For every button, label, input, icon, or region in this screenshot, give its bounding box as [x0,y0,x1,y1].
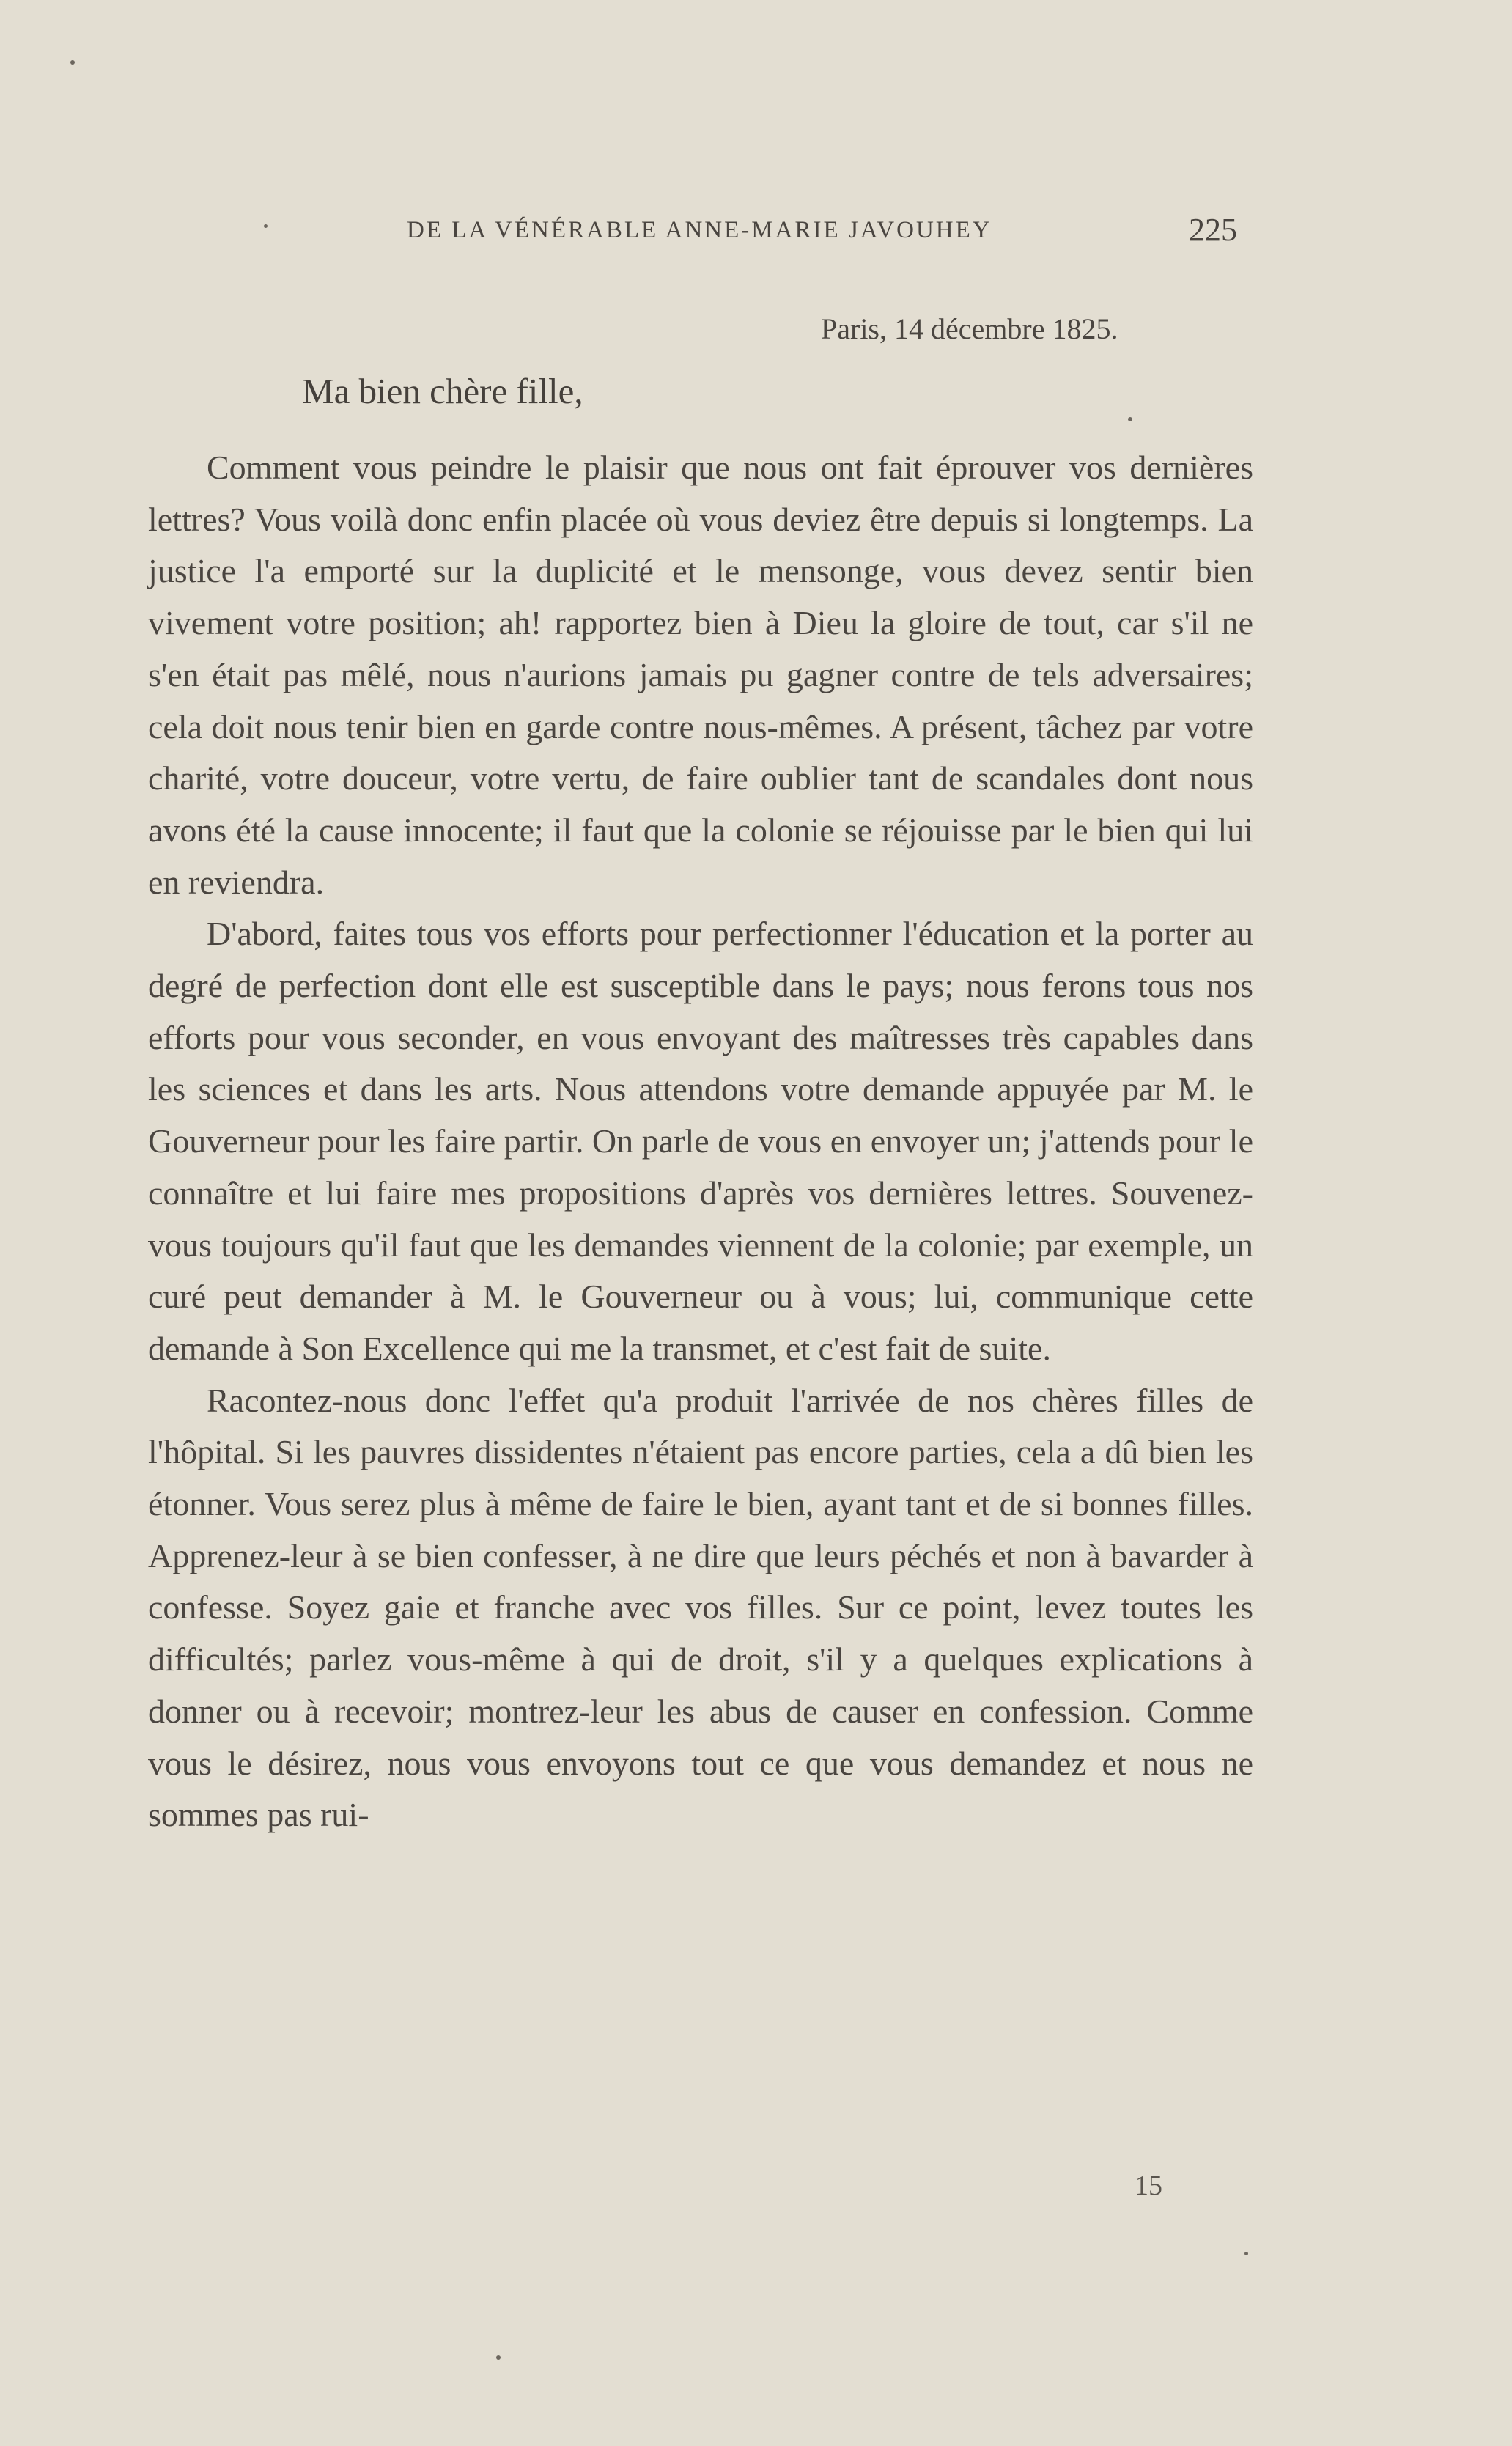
signature-mark: 15 [1135,2170,1162,2201]
paragraph-2: D'abord, faites tous vos efforts pour perfectionner l'éducation et la porter au degré de perfection dont elle est susceptible dans le pays; nous ferons tous nos efforts pour vous seconder, en vous envoyant des maîtresses très capables dans les sciences et dans les arts. Nous attendons votre demande appuyée par M. le Gouverneur pour les faire partir. On parle de vous en envoyer un; j'attends pour le connaître et lui faire mes propositions d'après vos dernières lettres. Souvenez-vous toujours qu'il faut que les demandes viennent de la colonie; par exemple, un curé peut demander à M. le Gouverneur ou à vous; lui, communique cette demande à Son Excellence qui me la transmet, et c'est fait de suite. [148,915,1253,1367]
paper-speck [496,2355,501,2360]
running-head: DE LA VÉNÉRABLE ANNE-MARIE JAVOUHEY [407,217,992,243]
paper-speck [70,60,75,65]
letter-dateline: Paris, 14 décembre 1825. [821,312,1118,345]
paragraph-1: Comment vous peindre le plaisir que nous ont fait éprouver vos dernières lettres? Vous voilà donc enfin placée où vous deviez être depuis si longtemps. La justice l'a emporté sur la duplicité et le mensonge, vous devez sentir bien vivement votre position; ah! rapportez bien à Dieu la gloire de tout, car s'il ne s'en était pas mêlé, nous n'aurions jamais pu gagner contre de tels adversaires; cela doit nous tenir bien en garde contre nous-mêmes. A présent, tâchez par votre charité, votre douceur, votre vertu, de faire oublier tant de scandales dont nous avons été la cause innocente; il faut que la colonie se réjouisse par le bien qui lui en reviendra. [148,449,1253,901]
letter-body [148,442,1253,1841]
page-number: 225 [1189,212,1237,248]
paper-speck [1128,417,1132,421]
paper-speck [1244,2252,1248,2255]
paragraph-3: Racontez-nous donc l'effet qu'a produit l'arrivée de nos chères filles de l'hôpital. Si les pauvres dissidentes n'étaient pas encore parties, cela a dû bien les étonner. Vous serez plus à même de faire le bien, ayant tant et de si bonnes filles. Apprenez-leur à se bien confesser, à ne dire que leurs péchés et non à bavarder à confesse. Soyez gaie et franche avec vos filles. Sur ce point, levez toutes les difficultés; parlez vous-même à qui de droit, s'il y a quelques explications à donner ou à recevoir; montrez-leur les abus de causer en confession. Comme vous le désirez, nous vous envoyons tout ce que vous demandez et nous ne sommes pas rui- [148,1381,1253,1834]
paper-speck [264,224,268,228]
letter-salutation: Ma bien chère fille, [302,371,583,411]
